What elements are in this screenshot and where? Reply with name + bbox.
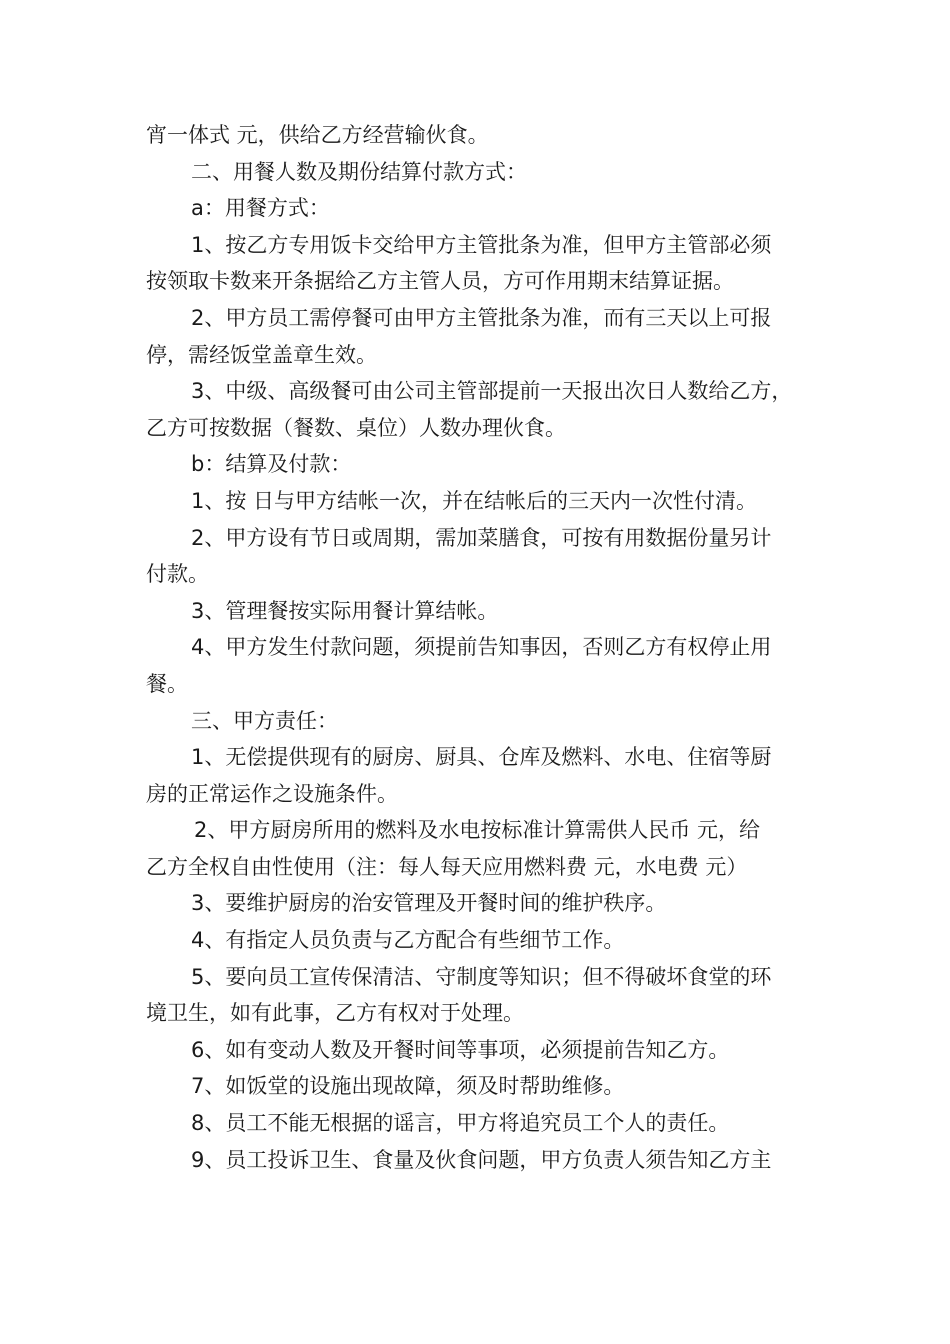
subsection-heading: b：结算及付款： [191, 452, 352, 477]
text-line: 3、中级、高级餐可由公司主管部提前一天报出次日人数给乙方， [191, 379, 793, 404]
document-body [146, 117, 818, 1178]
text-line: 宵一体式 元，供给乙方经营输伙食。 [146, 123, 489, 147]
text-line: 2、甲方设有节日或周期，需加菜膳食，可按有用数据份量另计 [191, 525, 772, 550]
text-line: 房的正常运作之设施条件。 [146, 781, 398, 806]
text-line: 付款。 [146, 562, 209, 587]
text-line: 4、有指定人员负责与乙方配合有些细节工作。 [191, 928, 625, 953]
section-heading: 二、用餐人数及期份结算付款方式： [191, 159, 527, 184]
text-line: 乙方可按数据（餐数、桌位）人数办理伙食。 [146, 415, 566, 440]
text-line: 3、管理餐按实际用餐计算结帐。 [191, 598, 499, 623]
text-line: 1、无偿提供现有的厨房、厨具、仓库及燃料、水电、住宿等厨 [191, 745, 772, 770]
subsection-heading: a：用餐方式： [191, 196, 330, 221]
text-line: 4、甲方发生付款问题，须提前告知事因，否则乙方有权停止用 [191, 635, 772, 660]
text-line: 2、甲方员工需停餐可由甲方主管批条为准，而有三天以上可报 [191, 305, 772, 330]
text-line: 餐。 [146, 671, 188, 696]
text-line: 境卫生，如有此事，乙方有权对于处理。 [146, 1001, 524, 1026]
text-line: 9、员工投诉卫生、食量及伙食问题，甲方负责人须告知乙方主 [191, 1147, 772, 1172]
text-line: 6、如有变动人数及开餐时间等事项，必须提前告知乙方。 [191, 1037, 730, 1062]
text-line: 按领取卡数来开条据给乙方主管人员，方可作用期末结算证据。 [146, 269, 734, 294]
text-line: 1、按乙方专用饭卡交给甲方主管批条为准，但甲方主管部必须 [191, 232, 772, 257]
text-line: 8、员工不能无根据的谣言，甲方将追究员工个人的责任。 [191, 1111, 730, 1136]
text-line: 停，需经饭堂盖章生效。 [146, 342, 377, 367]
text-line: 乙方全权自由性使用（注：每人每天应用燃料费 元，水电费 元） [146, 854, 748, 879]
section-heading: 三、甲方责任： [191, 708, 338, 733]
text-line: 5、要向员工宣传保清洁、守制度等知识；但不得破坏食堂的环 [191, 964, 772, 989]
text-line: 7、如饭堂的设施出现故障，须及时帮助维修。 [191, 1074, 625, 1099]
text-line: 3、要维护厨房的治安管理及开餐时间的维护秩序。 [191, 891, 667, 916]
text-line: 1、按 日与甲方结帐一次，并在结帐后的三天内一次性付清。 [191, 488, 758, 513]
text-line: 2、甲方厨房所用的燃料及水电按标准计算需供人民币 元，给 [194, 818, 761, 843]
